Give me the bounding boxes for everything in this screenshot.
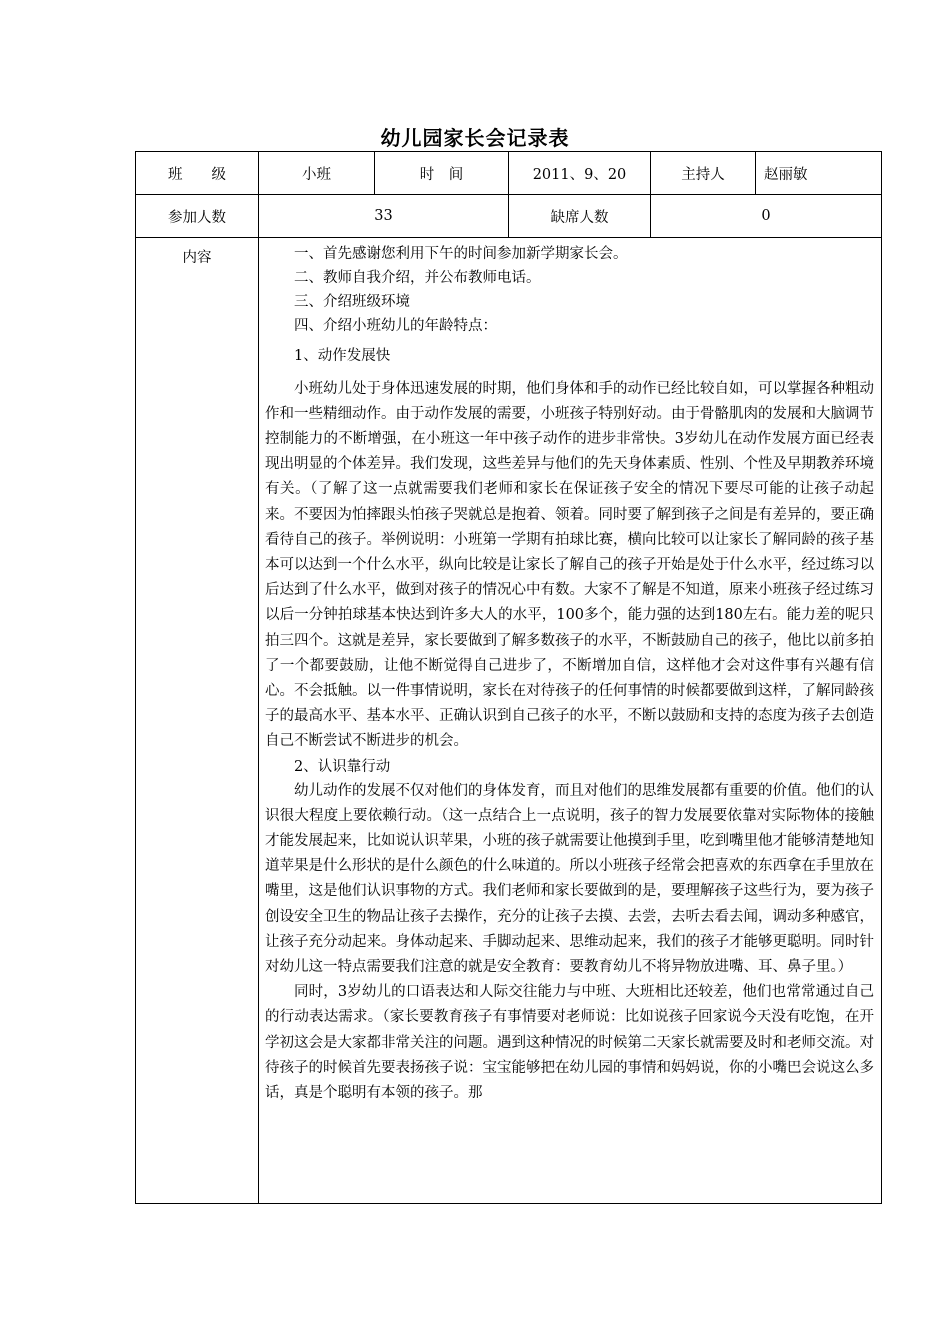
absent-value: 0 [651, 195, 882, 238]
class-label: 班 级 [136, 152, 259, 195]
content-body [259, 238, 881, 1203]
header-row-2 [136, 195, 882, 238]
paragraph-2: 幼儿动作的发展不仅对他们的身体发育，而且对他们的思维发展都有重要的价值。他们的认识很大程度上要依赖行动。（这一点结合上一点说明，孩子的智力发展要依靠对实际物体的接触才能发展起来，比如说认识苹果，小班的孩子就需要让他摸到手里，吃到嘴里他才能够清楚地知道苹果是什么形状的是什么颜色的什么味道的。所以小班孩子经常会把喜欢的东西拿在手里放在嘴里，这是他们认识事物的方式。我们老师和家长要做到的是，要理解孩子这些行为，要为孩子创设安全卫生的物品让孩子去操作，充分的让孩子去摸、去尝，去听去看去闻，调动多种感官，让孩子充分动起来。身体动起来、手脚动起来、思维动起来，我们的孩子才能够更聪明。同时针对幼儿这一特点需要我们注意的就是安全教育：要教育幼儿不将异物放进嘴、耳、鼻子里。） [265, 782, 874, 975]
absent-label: 缺席人数 [509, 195, 651, 238]
content-item-1: 一、首先感谢您利用下午的时间参加新学期家长会。 [294, 246, 628, 262]
host-value: 赵丽敏 [756, 152, 882, 195]
paragraph-1: 小班幼儿处于身体迅速发展的时期，他们身体和手的动作已经比较自如，可以掌握各种粗动作和一些精细动作。由于动作发展的需要，小班孩子特别好动。由于骨骼肌肉的发展和大脑调节控制能力的不断增强，在小班这一年中孩子动作的进步非常快。3岁幼儿在动作发展方面已经表现出明显的个体差异。我们发现，这些差异与他们的先天身体素质、性别、个性及早期教养环境有关。（了解了这一点就需要我们老师和家长在保证孩子安全的情况下要尽可能的让孩子动起来。不要因为怕摔跟头怕孩子哭就总是抱着、领着。同时要了解到孩子之间是有差异的，要正确看待自己的孩子。举例说明：小班第一学期有拍球比赛，横向比较可以让家长了解同龄的孩子基本可以达到一个什么水平，纵向比较是让家长了解自己的孩子开始是处于什么水平，经过练习以后达到了什么水平，做到对孩子的情况心中有数。大家不了解是不知道，原来小班孩子经过练习以后一分钟拍球基本快达到许多大人的水平，100多个，能力强的达到180左右。能力差的呢只拍三四个。这就是差异，家长要做到了解多数孩子的水平，不断鼓励自己的孩子，他比以前多拍了一个都要鼓励，让他不断觉得自己进步了，不断增加自信，这样他才会对这件事有兴趣有信心。不会抵触。以一件事情说明，家长在对待孩子的任何事情的时候都要做到这样，了解同龄孩子的最高水平、基本水平、正确认识到自己孩子的水平，不断以鼓励和支持的态度为孩子去创造自己不断尝试不断进步的机会。 [265, 380, 874, 750]
subheading-1: 1、动作发展快 [294, 348, 391, 364]
content-label: 内容 [136, 238, 259, 1204]
content-cell [259, 238, 882, 1204]
content-row [136, 238, 882, 1204]
time-label: 时 间 [375, 152, 509, 195]
attend-label: 参加人数 [136, 195, 259, 238]
header-row-1 [136, 152, 882, 195]
document-title: 幼儿园家长会记录表 [380, 126, 570, 150]
record-table [135, 151, 882, 1204]
content-item-2: 二、教师自我介绍，并公布教师电话。 [294, 270, 541, 286]
paragraph-3: 同时，3岁幼儿的口语表达和人际交往能力与中班、大班相比还较差，他们也常常通过自己的行动表达需求。（家长要教育孩子有事情要对老师说：比如说孩子回家说今天没有吃饱，在开学初这会是大家都非常关注的问题。遇到这种情况的时候第二天家长就需要及时和老师交流。对待孩子的时候首先要表扬孩子说：宝宝能够把在幼儿园的事情和妈妈说，你的小嘴巴会说这么多话，真是个聪明有本领的孩子。那 [265, 984, 874, 1101]
class-value: 小班 [259, 152, 375, 195]
time-value: 2011、9、20 [509, 152, 651, 195]
attend-value: 33 [259, 195, 509, 238]
content-item-4: 四、介绍小班幼儿的年龄特点： [294, 318, 497, 334]
subheading-2: 2、认识靠行动 [294, 758, 391, 775]
host-label: 主持人 [651, 152, 756, 195]
content-item-3: 三、介绍班级环境 [294, 294, 410, 310]
